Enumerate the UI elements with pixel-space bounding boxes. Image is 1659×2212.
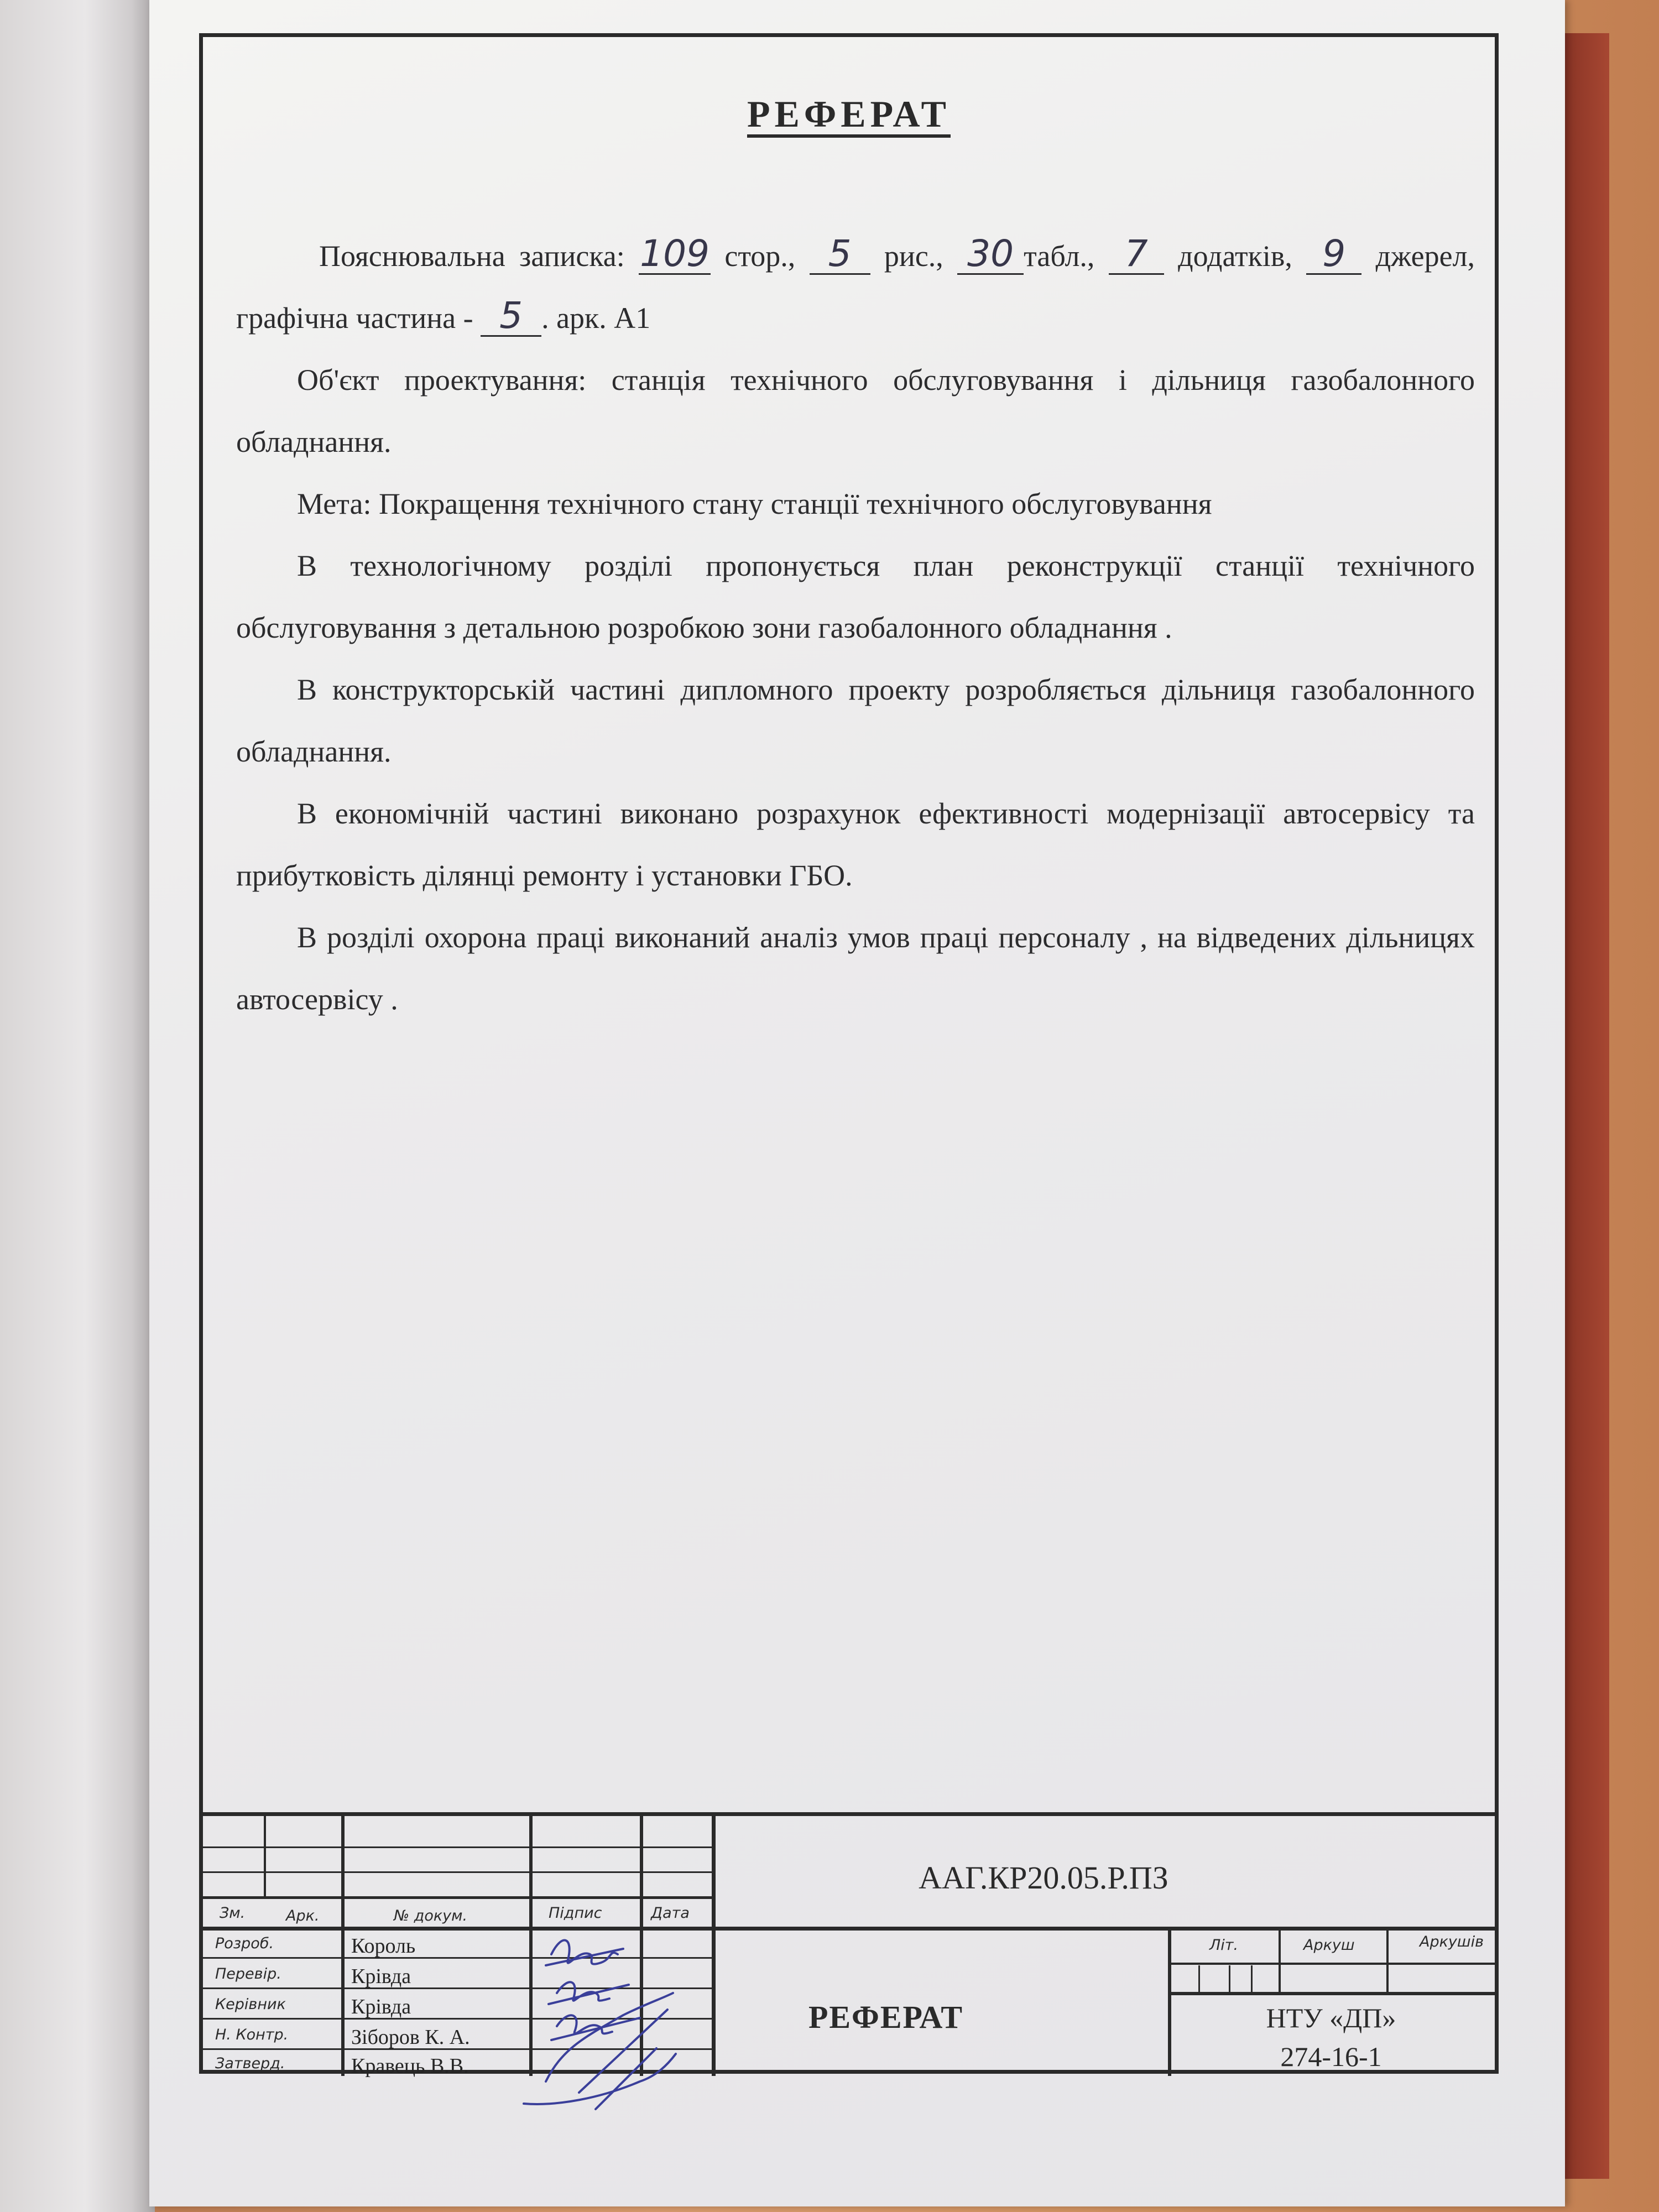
paragraph-technological: В технологічному розділі пропонується план реконструкції станції технічного обслуговування з детальною розробкою зони газобалонного обладнання . [236,549,1475,644]
sheets-count: 5 [481,296,541,337]
body-text [236,225,1475,1030]
pages-count: 109 [639,234,711,275]
sheets-unit: . арк. А1 [541,301,651,335]
paragraph-safety: В розділі охорона праці виконаний аналіз умов праці персоналу , на відведених дільницях автосервісу . [236,921,1475,1016]
document-code: ААГ.КР20.05.Р.ПЗ [919,1860,1168,1896]
paragraph-object: Об'єкт проектування: станція технічного обслуговування і дільниця газобалонного обладнання. [236,363,1475,458]
paragraph-goal: Мета: Покращення технічного стану станції технічного обслуговування [297,487,1212,520]
header-zm: Зм. [220,1905,246,1922]
name-developer: Король [351,1934,416,1958]
name-supervisor: Крівда [351,1995,411,2018]
role-checker: Перевір. [215,1965,281,1983]
paragraph-design: В конструкторській частині дипломного проекту розробляється дільниця газобалонного обладнання. [236,673,1475,768]
title-block [203,1812,1495,2076]
tables-unit: табл., [1024,239,1095,273]
name-approver: Кравець В.В. [351,2054,469,2078]
summary-paragraph [236,225,1475,349]
figures-unit: рис., [884,239,943,273]
summary-prefix: Пояснювальна записка: [319,239,625,273]
document-page [149,0,1565,2206]
page-title: РЕФЕРАТ [747,93,951,135]
role-developer: Розроб. [215,1935,274,1952]
organization-name: НТУ «ДП» [1266,2002,1396,2033]
appendices-count: 7 [1109,234,1164,275]
name-checker: Крівда [351,1965,411,1988]
header-doc-no: № докум. [394,1907,468,1924]
document-title: РЕФЕРАТ [808,1999,964,2035]
role-norm-control: Н. Контр. [215,2026,289,2043]
paragraph-economic: В економічній частині виконано розрахунок ефективності модернізації автосервісу та прибутковість ділянці ремонту і установки ГБО. [236,797,1475,892]
header-date: Дата [651,1905,690,1922]
sources-count: 9 [1306,234,1361,275]
figures-count: 5 [810,234,870,275]
role-supervisor: Керівник [215,1996,286,2013]
header-ark: Арк. [286,1907,320,1924]
name-norm-control: Зіборов К. А. [351,2026,470,2049]
appendices-unit: додатків, [1178,239,1292,273]
sheet-label: Аркуш [1303,1937,1355,1954]
signatures-drawing [513,1916,745,2148]
organization [1165,1999,1497,2076]
organization-group: 274-16-1 [1280,2041,1382,2072]
binder-cover [0,0,155,2212]
tables-count: 30 [957,234,1024,275]
role-approver: Затверд. [215,2055,285,2072]
sheets-label: Аркушів [1420,1933,1484,1950]
page-frame [199,33,1499,2078]
pages-unit: стор., [724,239,796,273]
sources-unit: джерел, графічна частина - [236,239,1475,335]
header-signature: Підпис [549,1905,602,1922]
lit-label: Літ. [1209,1937,1239,1954]
